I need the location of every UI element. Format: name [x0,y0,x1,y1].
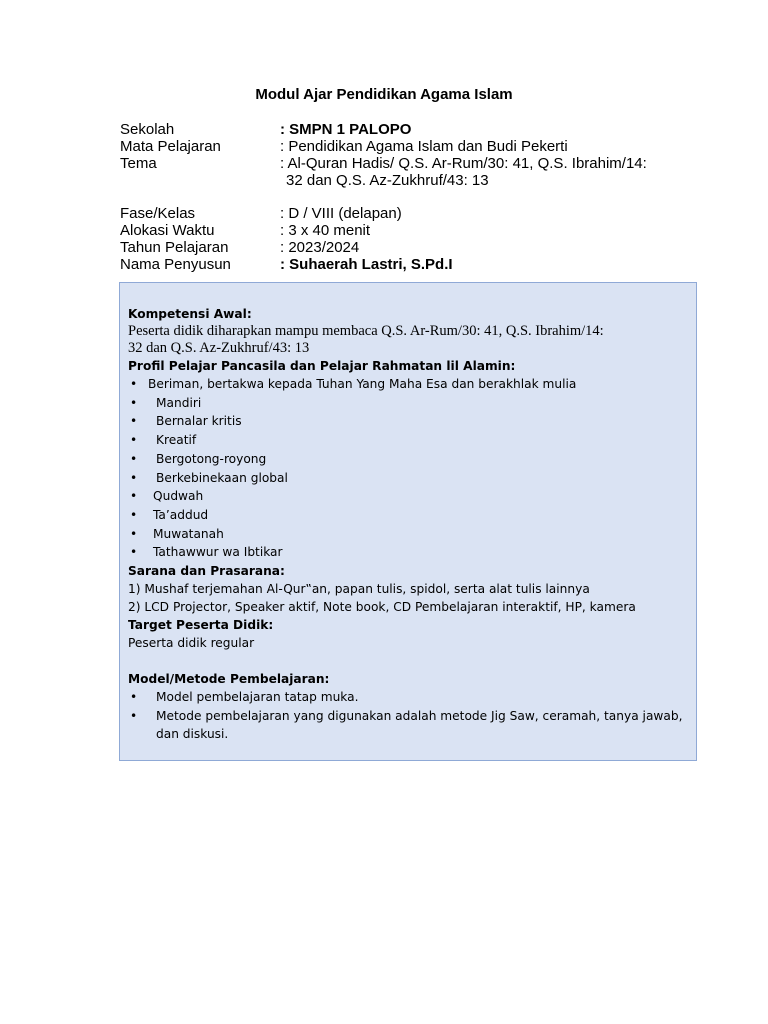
list-item: • Bergotong-royong [128,450,690,469]
identity-block-2 [120,205,680,273]
sarana-item-1: 1) Mushaf terjemahan Al-Qur‟an, papan tulis, spidol, serta alat tulis lainnya [128,582,590,597]
bullet-icon: • [130,377,138,391]
model-list [128,688,690,744]
bullet-icon: • [130,395,138,410]
row-mapel [120,138,680,155]
list-item: • Metode pembelajaran yang digunakan adalah metode Jig Saw, ceramah, tanya jawab, dan diskusi. [130,708,683,742]
kompetensi-heading: Kompetensi Awal: [128,307,252,321]
identity-block-1 [120,121,680,189]
content-box-inner [128,305,690,744]
bullet-icon: • [130,470,138,485]
list-item: • Qudwah [128,487,690,506]
kompetensi-text-line-1: Peserta didik diharapkan mampu membaca Q.S. Ar-Rum/30: 41, Q.S. Ibrahim/14: [128,323,604,339]
row-fase [120,205,680,222]
bullet-icon: • [130,545,138,560]
value-tahun: : 2023/2024 [280,239,360,256]
list-item: • Tathawwur wa Ibtikar [128,543,690,562]
value-tema-continued: 32 dan Q.S. Az-Zukhruf/43: 13 [286,172,489,189]
row-sekolah [120,121,680,138]
bullet-icon: • [130,414,138,429]
value-mapel: : Pendidikan Agama Islam dan Budi Pekerti [280,138,568,155]
label-fase: Fase/Kelas [120,205,196,222]
kompetensi-text-line-2: 32 dan Q.S. Az-Zukhruf/43: 13 [128,340,310,356]
row-tema [120,155,680,172]
label-mapel: Mata Pelajaran [120,138,221,155]
profil-list [128,375,690,562]
list-item: • Model pembelajaran tatap muka. [128,688,690,707]
label-alokasi: Alokasi Waktu [120,222,215,239]
bullet-icon: • [130,690,138,705]
bullet-icon: • [130,489,138,504]
value-fase: : D / VIII (delapan) [280,205,402,222]
row-penyusun [120,256,680,273]
bullet-icon: • [130,526,138,541]
label-sekolah: Sekolah [120,121,175,138]
list-item: • Berkebinekaan global [128,469,690,488]
list-item: • Beriman, bertakwa kepada Tuhan Yang Maha Esa dan berakhlak mulia [128,375,690,394]
bullet-icon: • [130,507,138,522]
value-penyusun: : Suhaerah Lastri, S.Pd.I [280,256,453,273]
label-tahun: Tahun Pelajaran [120,239,229,256]
value-sekolah: : SMPN 1 PALOPO [280,121,412,138]
document-title: Modul Ajar Pendidikan Agama Islam [255,86,513,103]
label-tema: Tema [120,155,157,172]
content-box [119,282,697,761]
profil-heading: Profil Pelajar Pancasila dan Pelajar Rahmatan lil Alamin: [128,359,516,373]
bullet-icon: • [130,451,138,466]
list-item: • Ta’addud [128,506,690,525]
target-heading: Target Peserta Didik: [128,618,274,633]
list-item: • Mandiri [128,394,690,413]
bullet-icon: • [130,708,138,723]
model-heading: Model/Metode Pembelajaran: [128,672,330,687]
row-alokasi [120,222,680,239]
bullet-icon: • [130,433,138,448]
value-tema: : Al-Quran Hadis/ Q.S. Ar-Rum/30: 41, Q.S. Ibrahim/14: [280,155,647,172]
target-text: Peserta didik regular [128,636,255,651]
row-tahun [120,239,680,256]
sarana-item-2: 2) LCD Projector, Speaker aktif, Note book, CD Pembelajaran interaktif, HP, kamera [128,600,636,615]
value-alokasi: : 3 x 40 menit [280,222,371,239]
list-item: • Muwatanah [128,525,690,544]
label-penyusun: Nama Penyusun [120,256,231,273]
list-item: • Kreatif [128,431,690,450]
list-item: • Bernalar kritis [128,412,690,431]
sarana-heading: Sarana dan Prasarana: [128,564,285,579]
